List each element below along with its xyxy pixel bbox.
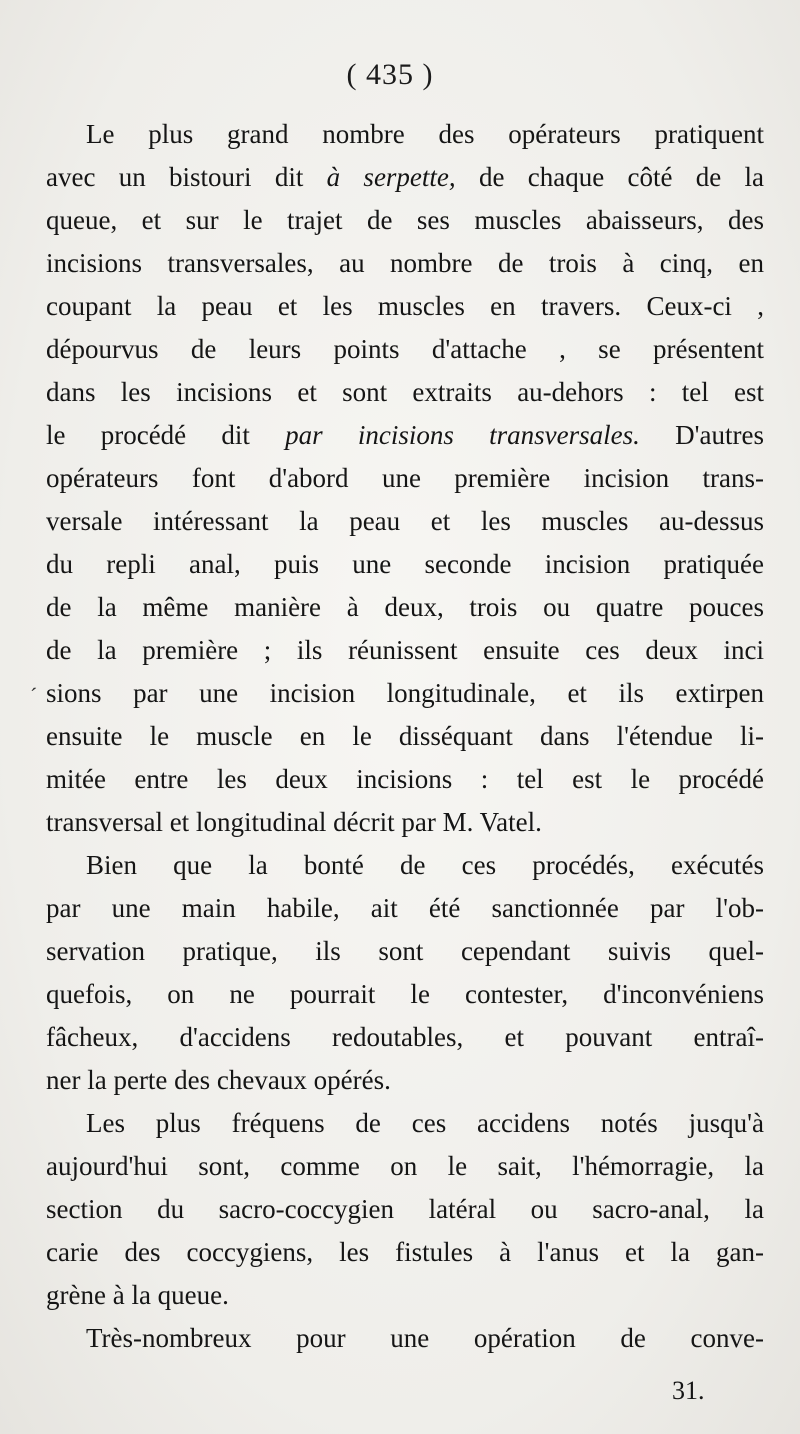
text-line	[46, 414, 764, 457]
text-line: transversal et longitudinal décrit par M. Vatel.	[46, 807, 542, 837]
text-line: fâcheux, d'accidens redoutables, et pouvant entraî-	[46, 1022, 764, 1052]
body-text	[46, 113, 764, 1360]
text-line: servation pratique, ils sont cependant suivis quel-	[46, 936, 764, 966]
text-line: section du sacro-coccygien latéral ou sacro-anal, la	[46, 1194, 764, 1224]
text-line: de la première ; ils réunissent ensuite ces deux inci	[46, 635, 764, 665]
italic-term: à serpette,	[326, 162, 456, 192]
text-line: coupant la peau et les muscles en travers. Ceux-ci ,	[46, 291, 764, 321]
text-segment: avec un bistouri dit	[46, 162, 327, 192]
text-line: par une main habile, ait été sanctionnée par l'ob-	[46, 893, 764, 923]
text-line: quefois, on ne pourrait le contester, d'inconvéniens	[46, 979, 764, 1009]
italic-term: par incisions transversales.	[285, 420, 640, 450]
text-line	[46, 156, 764, 199]
text-line: queue, et sur le trajet de ses muscles abaisseurs, des	[46, 205, 764, 235]
text-line: de la même manière à deux, trois ou quatre pouces	[46, 592, 764, 622]
text-line: opérateurs font d'abord une première incision trans-	[46, 463, 764, 493]
page-number: ( 435 )	[346, 58, 434, 91]
text-line: Bien que la bonté de ces procédés, exécutés	[86, 850, 764, 880]
margin-mark: ´	[30, 683, 38, 708]
text-line: carie des coccygiens, les fistules à l'anus et la gan-	[46, 1237, 764, 1267]
text-line: sions par une incision longitudinale, et ils extirpen	[46, 678, 764, 708]
text-line: aujourd'hui sont, comme on le sait, l'hémorragie, la	[46, 1151, 764, 1181]
text-segment: le procédé dit	[46, 420, 286, 450]
text-segment: de chaque côté de la	[455, 162, 764, 192]
text-segment: D'autres	[639, 420, 764, 450]
text-line: dans les incisions et sont extraits au-dehors : tel est	[46, 377, 764, 407]
text-line: incisions transversales, au nombre de trois à cinq, en	[46, 248, 764, 278]
text-line: ensuite le muscle en le disséquant dans l'étendue li-	[46, 721, 764, 751]
text-line: dépourvus de leurs points d'attache , se présentent	[46, 334, 764, 364]
text-line: ner la perte des chevaux opérés.	[46, 1065, 391, 1095]
text-line: Les plus fréquens de ces accidens notés jusqu'à	[86, 1108, 764, 1138]
text-line: du repli anal, puis une seconde incision pratiquée	[46, 549, 764, 579]
text-line: grène à la queue.	[46, 1280, 229, 1310]
text-line: Le plus grand nombre des opérateurs pratiquent	[86, 119, 764, 149]
text-line: mitée entre les deux incisions : tel est le procédé	[46, 764, 764, 794]
text-line: Très-nombreux pour une opération de conve-	[86, 1323, 764, 1353]
signature-mark: 31.	[672, 1376, 705, 1405]
text-line: versale intéressant la peau et les muscles au-dessus	[46, 506, 764, 536]
